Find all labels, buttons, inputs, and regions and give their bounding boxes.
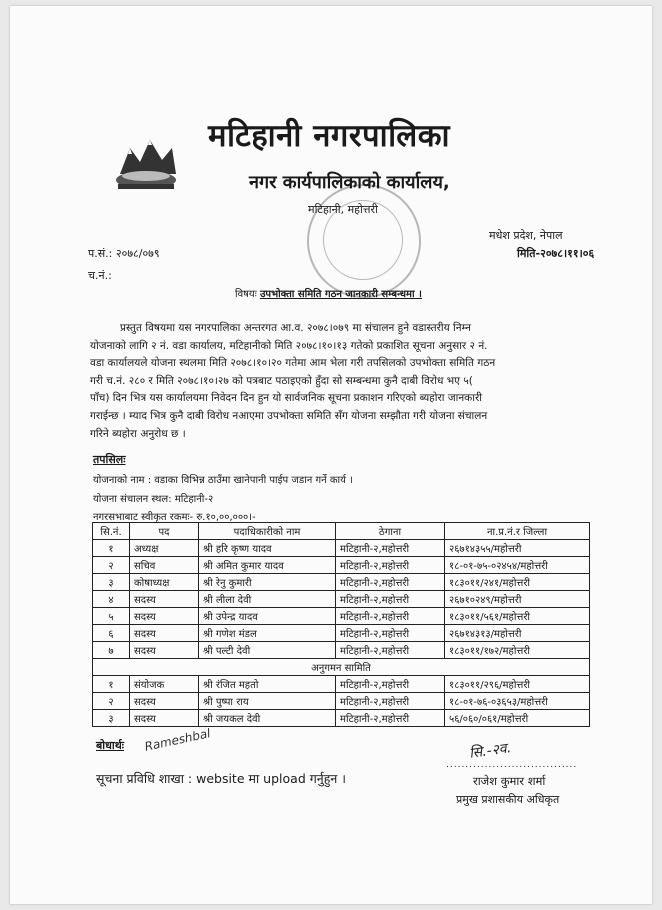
- cell-citizenship: १८३०११/१७२/महोत्तरी: [445, 642, 590, 659]
- cell-position: अध्यक्ष: [130, 540, 199, 557]
- cell-address: मटिहानी-२,महोत्तरी: [336, 625, 445, 642]
- table-header-row: [93, 523, 590, 540]
- table-row: [93, 693, 590, 710]
- cell-name: श्री हरि कृष्ण यादव: [199, 540, 336, 557]
- cell-citizenship: २६७१४३१३/महोत्तरी: [445, 625, 590, 642]
- letter-body: [90, 320, 638, 443]
- cell-name: श्री पल्टी देवी: [199, 642, 336, 659]
- committee-table: [92, 522, 590, 727]
- cell-citizenship: २६७१४३५५/महोत्तरी: [445, 540, 590, 557]
- cell-address: मटिहानी-२,महोत्तरी: [336, 642, 445, 659]
- cell-position: सदस्य: [130, 608, 199, 625]
- nepal-emblem-logo: [110, 118, 182, 194]
- signer-name: राजेश कुमार शर्मा: [473, 774, 546, 788]
- cell-position: कोषाध्यक्ष: [130, 574, 199, 591]
- body-line: प्रस्तुत विषयमा यस नगरपालिका अन्तरगत आ.व. २०७८।०७९ मा संचालन हुने वडास्तरीय निम्न: [120, 322, 471, 334]
- cell-address: मटिहानी-२,महोत्तरी: [336, 693, 445, 710]
- cell-sn: ३: [93, 574, 130, 591]
- cell-name: श्री उपेन्द्र यादव: [199, 608, 336, 625]
- body-line: पाँच) दिन भित्र यस कार्यालयमा निवेदन दिन हुन यो सार्वजनिक सूचना प्रकाशन गरिएको ब्यहोरा जानकारी: [90, 392, 482, 405]
- project-location: योजना संचालन स्थल: मटिहानी-२: [93, 494, 214, 505]
- signer-role: प्रमुख प्रशासकीय अधिकृत: [456, 793, 560, 806]
- initial-signature: Rameshbal: [143, 726, 212, 754]
- reference-number: प.सं.: २०७८/०७९: [88, 247, 160, 260]
- cell-name: श्री लीला देवी: [199, 591, 336, 608]
- cell-name: श्री रेनु कुमारी: [199, 574, 336, 591]
- officer-signature: सि.-२व.: [468, 740, 513, 762]
- cell-position: सदस्य: [130, 591, 199, 608]
- table-row: [93, 557, 590, 574]
- cell-sn: ३: [93, 710, 130, 727]
- table-row: [93, 591, 590, 608]
- cell-address: मटिहानी-२,महोत्तरी: [336, 608, 445, 625]
- it-section-note: सूचना प्रविधि शाखा : website मा upload गर्नुहुन ।: [96, 771, 346, 786]
- approved-budget: नगरसभाबाट स्वीकृत रकमः- रु.१०,००,०००।-: [93, 512, 256, 523]
- cell-citizenship: १८-०१-७६-०३६५३/महोत्तरी: [445, 693, 590, 710]
- cell-address: मटिहानी-२,महोत्तरी: [336, 676, 445, 693]
- cell-name: श्री रंजित महतो: [199, 676, 336, 693]
- cell-sn: १: [93, 540, 130, 557]
- cell-citizenship: १८३०११/२९६/महोत्तरी: [445, 676, 590, 693]
- cell-position: संयोजक: [130, 676, 199, 693]
- cell-sn: १: [93, 676, 130, 693]
- table-row: [93, 642, 590, 659]
- subject-prefix: विषयः: [235, 289, 257, 300]
- cell-address: मटिहानी-२,महोत्तरी: [336, 591, 445, 608]
- cell-citizenship: १८३०११/५६१/महोत्तरी: [445, 608, 590, 625]
- cell-sn: ६: [93, 625, 130, 642]
- col-header: ठेगाना: [336, 523, 445, 540]
- cc-label: बोधार्थः: [96, 739, 124, 752]
- office-subtitle: नगर कार्यपालिकाको कार्यालय,: [249, 172, 450, 193]
- cell-position: सदस्य: [130, 642, 199, 659]
- details-heading: तपसिलः: [93, 453, 126, 466]
- cell-citizenship: १८-०१-७५-०२४५४/महोत्तरी: [445, 557, 590, 574]
- cell-name: श्री अमित कुमार यादव: [199, 557, 336, 574]
- cell-sn: ४: [93, 591, 130, 608]
- cell-sn: २: [93, 693, 130, 710]
- project-name: योजनाको नाम : वडाका विभिन्न ठाउँमा खानेपानी पाईप जडान गर्ने कार्य ।: [93, 475, 353, 486]
- table-row: [93, 540, 590, 557]
- cell-address: मटिहानी-२,महोत्तरी: [336, 540, 445, 557]
- cell-citizenship: १८३०११/२४१/महोत्तरी: [445, 574, 590, 591]
- body-line: योजनाको लागि २ नं. वडा कार्यालय, मटिहानीको मिति २०७८।१०।१३ गतेको प्रकाशित सूचना अनुसार २ नं.: [90, 339, 488, 352]
- body-line: गरी च.नं. २८० र मिति २०७८।१०।२७ को पत्रबाट पठाइएको हुँदा सो सम्बन्धमा कुनै दाबी विरोध भए ५(: [90, 374, 473, 387]
- cell-name: श्री पुष्पा राय: [199, 693, 336, 710]
- cell-name: श्री गणेश मंडल: [199, 625, 336, 642]
- cell-position: सदस्य: [130, 625, 199, 642]
- col-header: पद: [130, 523, 199, 540]
- table-row: [93, 574, 590, 591]
- col-header: पदाधिकारीको नाम: [199, 523, 336, 540]
- cell-address: मटिहानी-२,महोत्तरी: [336, 557, 445, 574]
- table-section-row: [93, 659, 590, 676]
- col-header: सि.नं.: [93, 523, 130, 540]
- signature-line: ..................................: [446, 760, 578, 770]
- cell-address: मटिहानी-२,महोत्तरी: [336, 710, 445, 727]
- table-row: [93, 608, 590, 625]
- cell-sn: ५: [93, 608, 130, 625]
- office-location: मटिहानी, महोत्तरी: [308, 203, 378, 216]
- body-line: गराईन्छ । म्याद भित्र कुनै दाबी विरोध नआएमा उपभोक्ता समिति सँग योजना सम्झौता गरी योजना संचालन: [90, 409, 488, 422]
- monitoring-committee-label: अनुगमन सामिति: [93, 659, 590, 676]
- body-line: गरिने ब्यहोरा अनुरोध छ ।: [90, 427, 186, 440]
- cell-citizenship: ५६/०६०/०६१/महोत्तरी: [445, 710, 590, 727]
- body-line: वडा कार्यालयले योजना स्थलमा मिति २०७८।१०।२० गतेमा आम भेला गरी तपसिलको उपभोक्ता समिति गठन: [90, 357, 496, 370]
- municipality-title: मटिहानी नगरपालिका: [208, 118, 451, 154]
- dispatch-number: च.नं.:: [88, 269, 112, 282]
- cell-position: सचिव: [130, 557, 199, 574]
- cell-position: सदस्य: [130, 693, 199, 710]
- table-row: [93, 676, 590, 693]
- table-row: [93, 710, 590, 727]
- letter-date: मिति-२०७८।११।०६: [517, 247, 595, 260]
- col-header: ना.प्र.नं.र जिल्ला: [445, 523, 590, 540]
- subject-text: उपभोक्ता समिति गठन जानकारी सम्बन्धमा ।: [259, 289, 422, 300]
- cell-name: श्री जयकल देवी: [199, 710, 336, 727]
- cell-citizenship: २६७१०२४९/महोत्तरी: [445, 591, 590, 608]
- subject-line: [235, 286, 422, 300]
- cell-sn: २: [93, 557, 130, 574]
- cell-position: सदस्य: [130, 710, 199, 727]
- table-row: [93, 625, 590, 642]
- cell-address: मटिहानी-२,महोत्तरी: [336, 574, 445, 591]
- province-label: मधेश प्रदेश, नेपाल: [489, 229, 563, 242]
- cell-sn: ७: [93, 642, 130, 659]
- document-page: [10, 6, 652, 904]
